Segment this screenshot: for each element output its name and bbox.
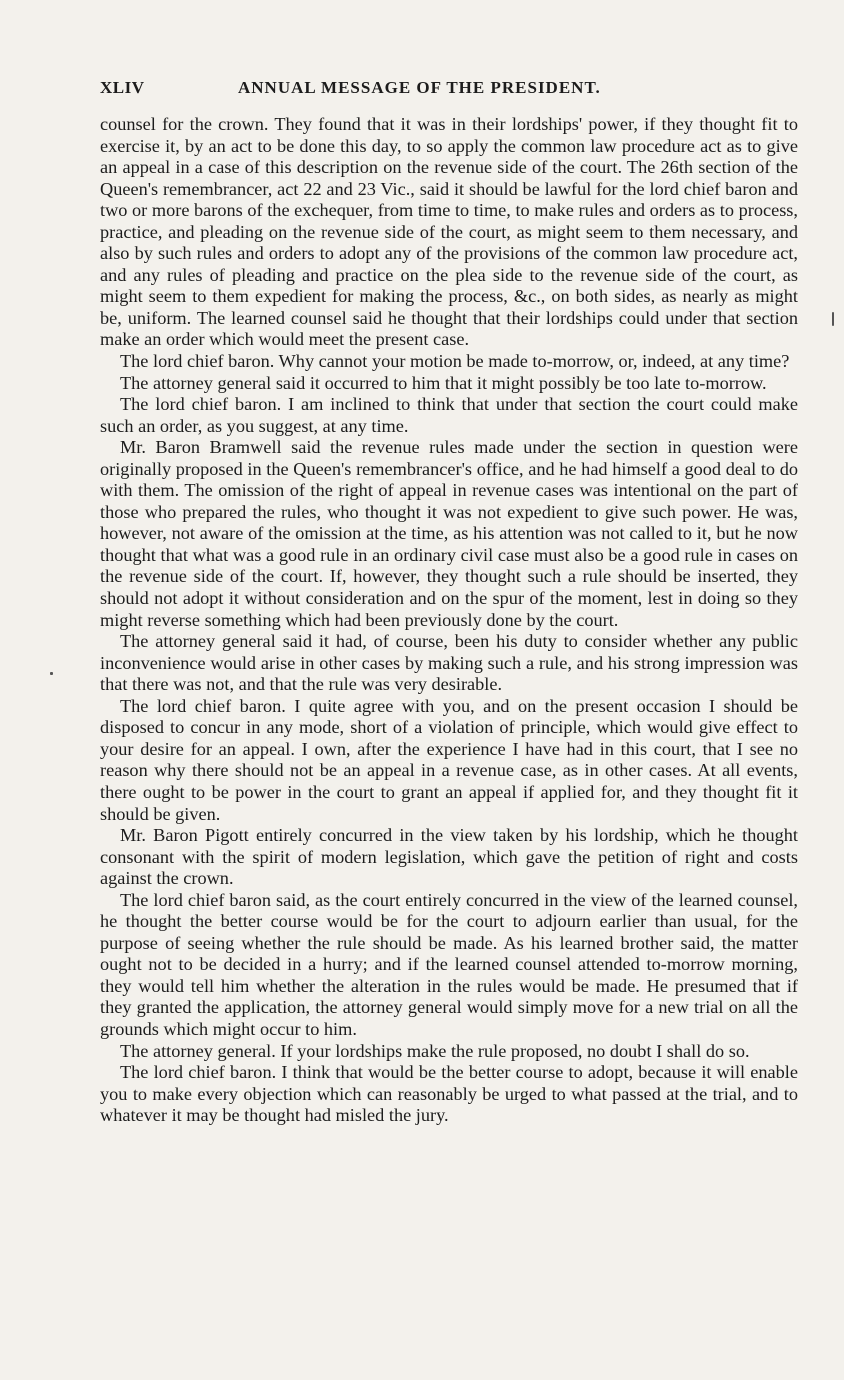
paragraph: The lord chief baron. Why cannot your motion be made to-morrow, or, indeed, at any time? <box>120 351 790 372</box>
paragraph: The lord chief baron said, as the court entirely concurred in the view of the learned counsel, he thought the better course would be for the court to adjourn earlier than usual, for the purpose of seeing whether the rule should be made. As his learned brother said, the matter ought not to be decided in a hurry; and if the learned counsel attended to-morrow morning, they would tell him whether the alteration in the rules would be made. He presumed that if they granted the application, the attorney general would simply move for a new trial on all the grounds which might occur to him. <box>100 889 798 1039</box>
page-number: XLIV <box>100 78 145 97</box>
paragraph: Mr. Baron Bramwell said the revenue rules made under the section in question were originally proposed in the Queen's remembrancer's office, and he had himself a good deal to do with them. The omission of the right of appeal in revenue cases was intentional on the part of those who prepared the rules, who thought it was not expedient to give such power. He was, however, not aware of the omission at the time, as his attention was not called to it, but he now thought that what was a good rule in an ordinary civil case must also be a good rule in cases on the revenue side of the court. If, however, they thought such a rule should be inserted, they should not adopt it without consideration and on the spur of the moment, lest in doing so they might reverse something which had been previously done by the court. <box>100 437 798 630</box>
paragraph: The attorney general said it had, of course, been his duty to consider whether any public inconvenience would arise in other cases by making such a rule, and his strong impression was that there was not, and that the rule was very desirable. <box>100 631 798 695</box>
paragraph: The lord chief baron. I am inclined to think that under that section the court could make such an order, as you suggest, at any time. <box>100 394 798 436</box>
paragraph: The attorney general. If your lordships make the rule proposed, no doubt I shall do so. <box>120 1040 750 1061</box>
paragraph: The lord chief baron. I quite agree with you, and on the present occasion I should be disposed to concur in any mode, short of a violation of principle, which would give effect to your desire for an appeal. I own, after the experience I have had in this court, that I see no reason why there should not be an appeal in a revenue case, as in other cases. At all events, there ought to be power in the court to grant an appeal if applied for, and they thought fit it should be given. <box>100 695 798 824</box>
scan-speck <box>832 312 834 326</box>
body-text <box>100 114 798 1127</box>
running-header <box>100 78 798 102</box>
paragraph: The lord chief baron. I think that would be the better course to adopt, because it will enable you to make every objection which can reasonably be urged to what passed at the trial, and to whatever it may be thought had misled the jury. <box>100 1062 798 1126</box>
paragraph: The attorney general said it occurred to him that it might possibly be too late to-morrow. <box>120 372 767 393</box>
paragraph: Mr. Baron Pigott entirely concurred in the view taken by his lordship, which he thought consonant with the spirit of modern legislation, which gave the petition of right and costs against the crown. <box>100 825 798 889</box>
running-title: ANNUAL MESSAGE OF THE PRESIDENT. <box>238 78 601 97</box>
scan-speck <box>50 672 53 675</box>
paragraph: counsel for the crown. They found that it was in their lordships' power, if they thought fit to exercise it, by an act to be done this day, to so apply the common law procedure act as to give an appeal in a case of this description on the revenue side of the court. The 26th section of the Queen's remembrancer, act 22 and 23 Vic., said it should be lawful for the lord chief baron and two or more barons of the exchequer, from time to time, to make rules and orders as to process, practice, and pleading on the revenue side of the court, as might seem to them necessary, and also by such rules and orders to adopt any of the provisions of the common law procedure act, and any rules of pleading and practice on the plea side to the revenue side of the court, as might seem to them expedient for making the process, &c., on both sides, as nearly as might be, uniform. The learned counsel said he thought that their lordships could under that section make an order which would meet the present case. <box>100 114 798 350</box>
